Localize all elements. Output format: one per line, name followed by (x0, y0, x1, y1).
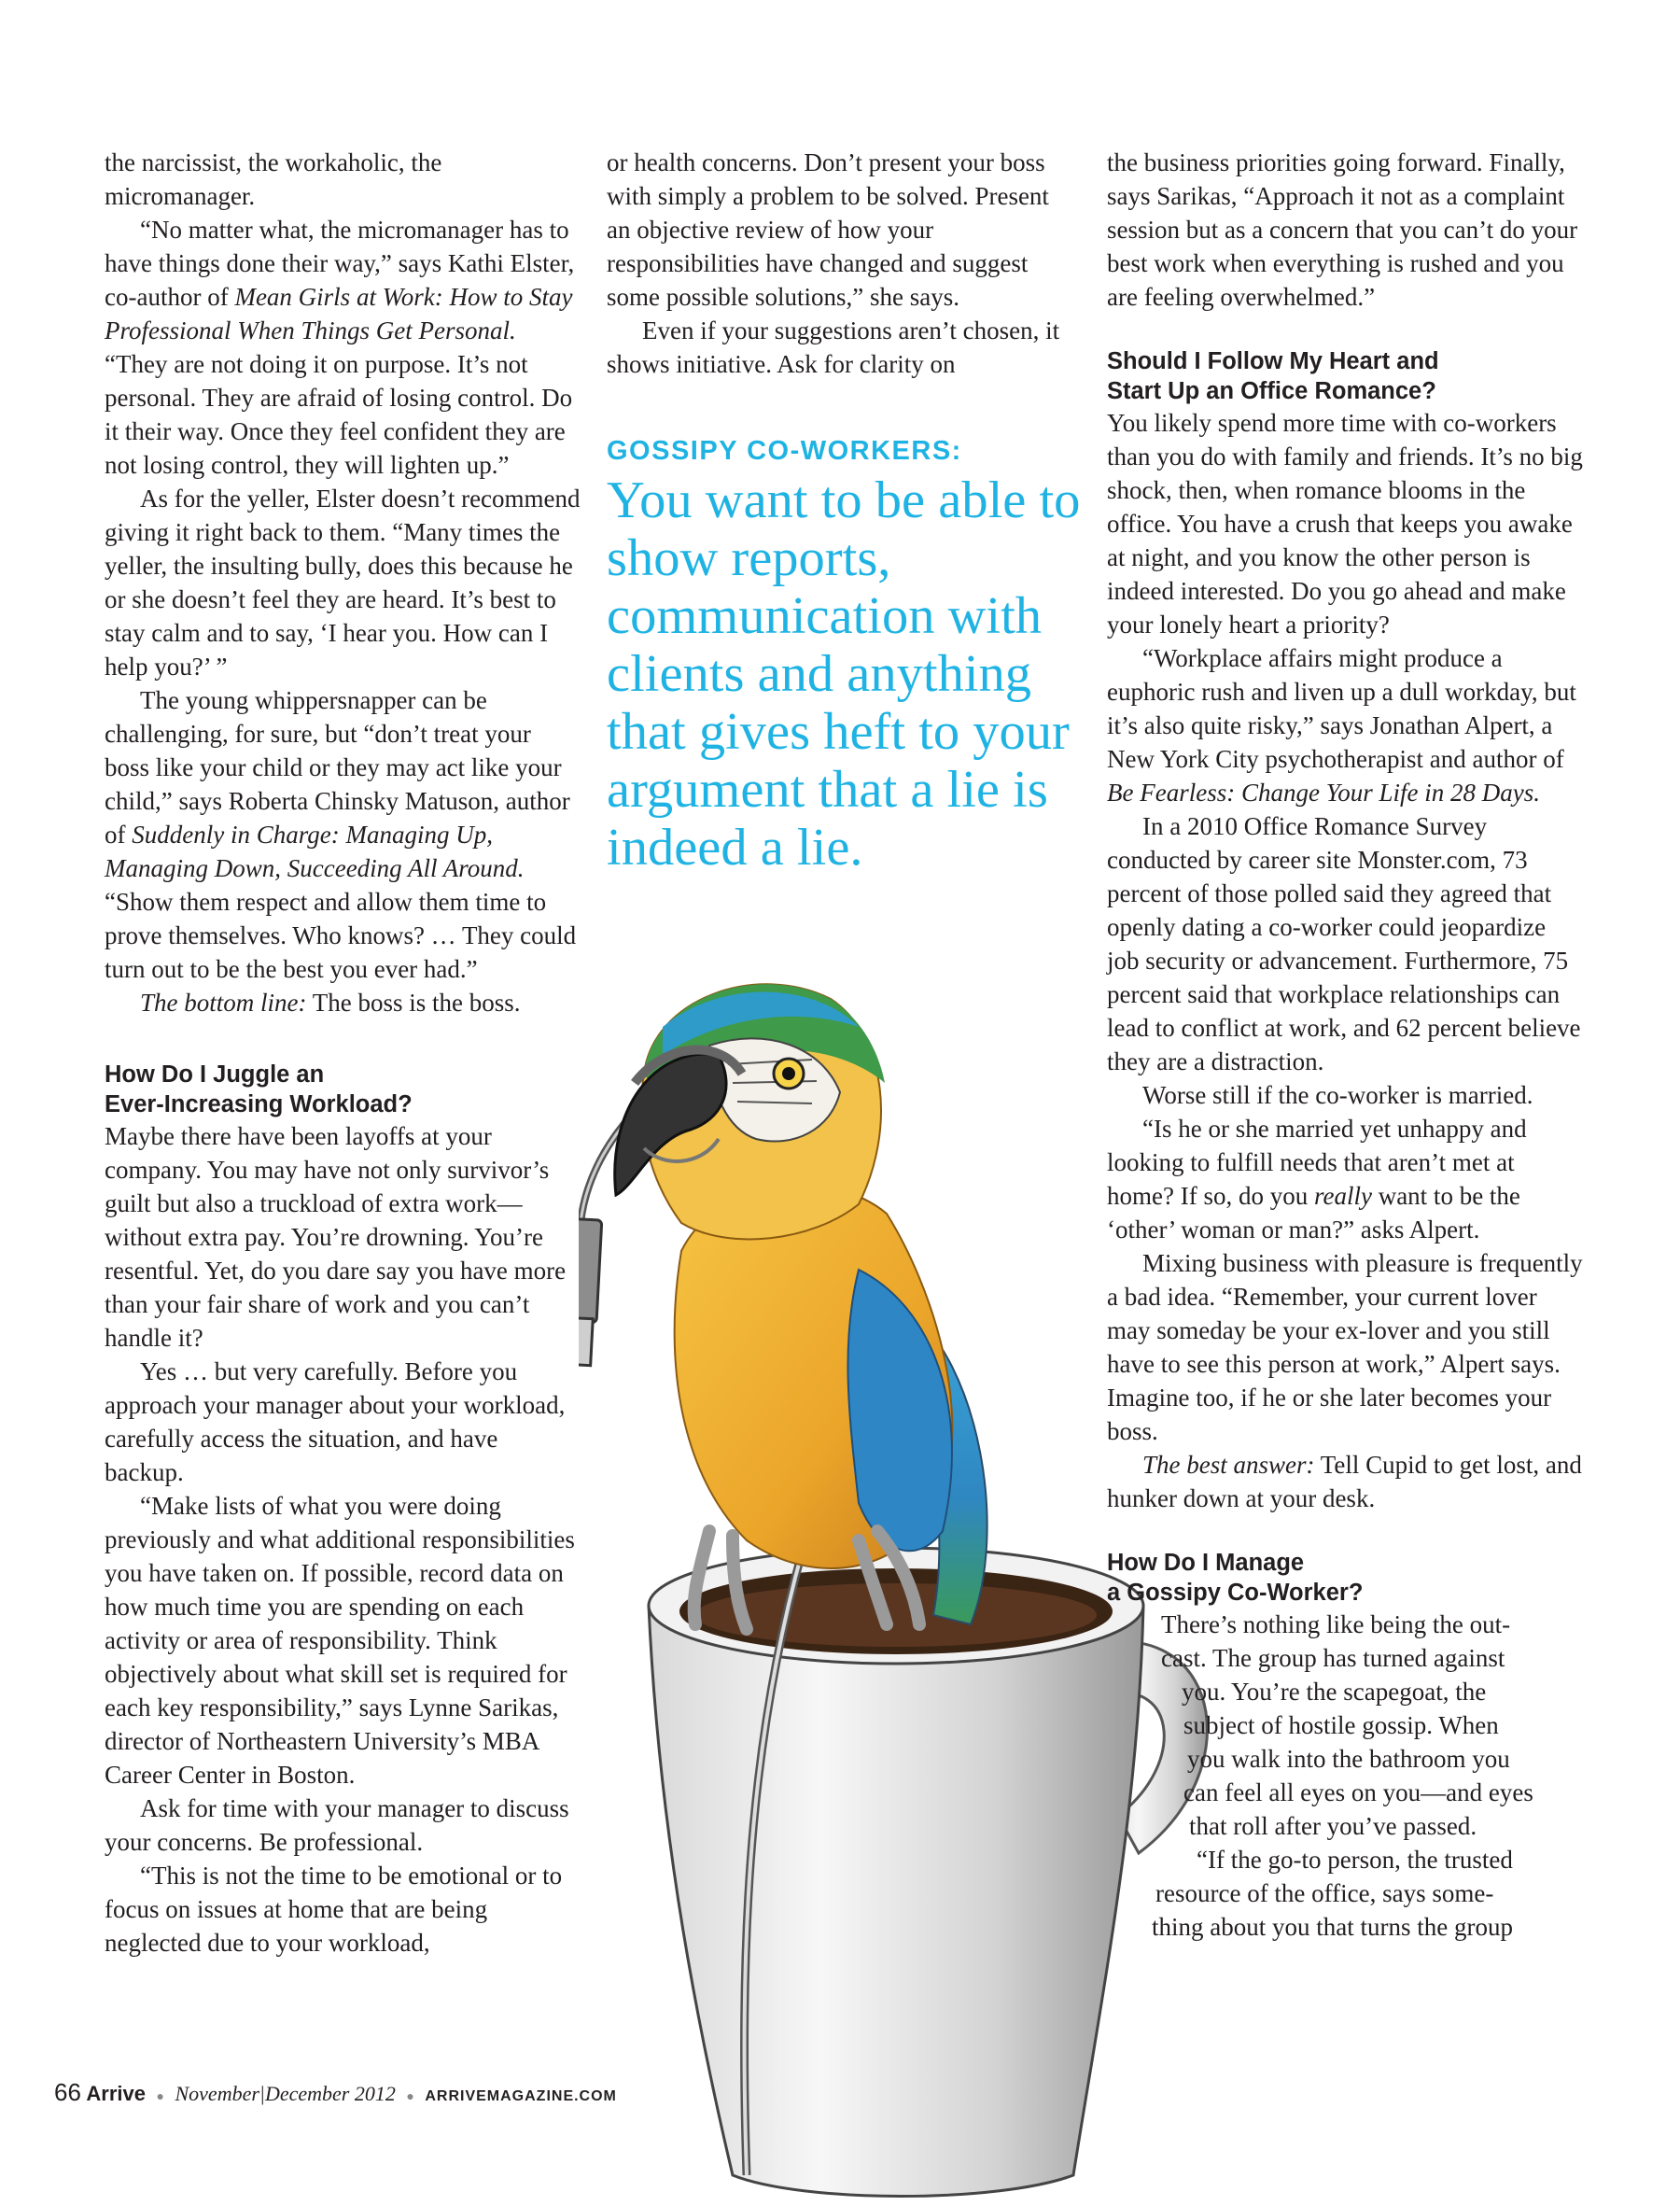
paragraph: the narcissist, the workaholic, the micromanager. (105, 148, 442, 210)
section-heading-gossip: How Do I Manage a Gossipy Co-Worker? (1107, 1550, 1364, 1606)
book-title: Be Fearless: Change Your Life in 28 Days. (1107, 779, 1540, 807)
article-column-2 (607, 146, 1073, 381)
bullet-icon: ● (156, 2090, 164, 2104)
article-column-3 (1107, 146, 1583, 1944)
page-footer (54, 2078, 617, 2112)
pull-quote-text: You want to be able to show reports, communication with clients and anything that gives heft to your argument that a lie is indeed a lie. (607, 471, 1081, 877)
section-heading-romance: Should I Follow My Heart and Start Up an Office Romance? (1107, 348, 1439, 404)
paragraph: The young whippersnapper can be challenging, for sure, but “don’t treat your boss like your child or they may act like your child,” says Roberta Chinsky Matuson, author of Suddenly in Charge: Managing Up, Managing Down, Succeeding All Around. “Show them respect and allow them time to prove themselves. Who knows? … They could turn out to be the best you ever had.” (105, 686, 577, 983)
text-line: can feel all eyes on you—and eyes (1183, 1778, 1533, 1806)
text-line: you walk into the bathroom you (1187, 1745, 1510, 1773)
paragraph: “Is he or she married yet unhappy and looking to fulfill needs that aren’t met at home? If so, do you really want to be the ‘other’ woman or man?” asks Alpert. (1107, 1115, 1527, 1244)
text-line: thing about you that turns the group (1152, 1913, 1513, 1941)
paragraph: Even if your suggestions aren’t chosen, it shows initiative. Ask for clarity on (607, 316, 1060, 378)
paragraph: “This is not the time to be emotional or to focus on issues at home that are being neglected due to your workload, (105, 1862, 563, 1957)
paragraph: You likely spend more time with co-workers than you do with family and friends. It’s no big shock, then, when romance blooms in the office. You have a crush that keeps you awake at night, and you know the other person is indeed interested. Do you go ahead and make your lonely heart a priority? (1107, 409, 1583, 639)
paragraph: “Make lists of what you were doing previously and what additional responsibilities you have taken on. If possible, record data on how much time you are spending on each activity or area of responsibility. Think objectively about what skill set is required for each key responsibility,” says Lynne Sarikas, director of Northeastern University’s MBA Career Center in Boston. (105, 1492, 575, 1789)
gossip-text-wrap (1107, 1608, 1583, 1944)
paragraph: or health concerns. Don’t present your boss with simply a problem to be solved. Present an objective review of how your responsibilities have changed and suggest some possible solutions,” she says. (607, 148, 1049, 311)
text-line: There’s nothing like being the out- (1161, 1610, 1511, 1638)
paragraph: Mixing business with pleasure is frequently a bad idea. “Remember, your current lover may someday be your ex-lover and you still have to see this person at work,” Alpert says. Imagine too, if he or she later becomes your boss. (1107, 1249, 1583, 1445)
book-title: Suddenly in Charge: Managing Up, Managing Down, Succeeding All Around. (105, 821, 525, 882)
magazine-name: Arrive (86, 2082, 147, 2105)
pull-quote-kicker: GOSSIPY CO-WORKERS: (607, 436, 962, 466)
paragraph: Worse still if the co-worker is married. (1142, 1081, 1533, 1109)
paragraph: As for the yeller, Elster doesn’t recommend giving it right back to them. “Many times the yeller, the insulting bully, does this because he or she doesn’t feel they are heard. It’s best to stay calm and to say, ‘I hear you. How can I help you?’ ” (105, 485, 581, 681)
paragraph: “No matter what, the micromanager has to have things done their way,” says Kathi Elster, co-author of Mean Girls at Work: How to Stay Professional When Things Get Personal. “They are not doing it on purpose. It’s not personal. They are afraid of losing control. Do it their way. Once they feel confident they are not losing control, they will lighten up.” (105, 216, 575, 479)
text-line: subject of hostile gossip. When (1183, 1711, 1499, 1739)
text-line: resource of the office, says some- (1155, 1879, 1494, 1907)
section-heading-workload: How Do I Juggle an Ever-Increasing Workload? (105, 1061, 413, 1117)
best-answer: The best answer: Tell Cupid to get lost, and hunker down at your desk. (1107, 1451, 1582, 1512)
text-line: cast. The group has turned against (1161, 1644, 1505, 1672)
issue-date: November|December 2012 (175, 2082, 396, 2105)
parrot (615, 984, 987, 1629)
magazine-url: ARRIVEMAGAZINE.COM (425, 2088, 617, 2104)
bottom-line: The bottom line: The boss is the boss. (140, 989, 521, 1017)
paragraph: In a 2010 Office Romance Survey conducted by career site Monster.com, 73 percent of those polled said they agreed that openly dating a co-worker could jeopardize job security or advancement. Furthermore, 75 percent said that workplace relationships can lead to conflict at work, and 62 percent believe they are a distraction. (1107, 812, 1581, 1075)
text-line: “If the go-to person, the trusted (1197, 1846, 1513, 1874)
paragraph: the business priorities going forward. Finally, says Sarikas, “Approach it not as a complaint session but as a concern that you can’t do your best work when everything is rushed and you are feeling overwhelmed.” (1107, 148, 1578, 311)
text-line: you. You’re the scapegoat, the (1182, 1678, 1487, 1706)
text-line: that roll after you’ve passed. (1189, 1812, 1477, 1840)
pull-quote (607, 434, 1092, 877)
paragraph: Yes … but very carefully. Before you approach your manager about your workload, carefully access the situation, and have backup. (105, 1357, 566, 1486)
paragraph: Maybe there have been layoffs at your company. You may have not only survivor’s guilt but also a truckload of extra work—without extra pay. You’re drowning. You’re resentful. Yet, do you dare say you have more than your fair share of work and you can’t handle it? (105, 1122, 567, 1352)
article-column-1 (105, 146, 581, 1960)
book-title: Mean Girls at Work: How to Stay Professional When Things Get Personal. (105, 283, 573, 344)
paragraph: “Workplace affairs might produce a euphoric rush and liven up a dull workday, but it’s also quite risky,” says Jonathan Alpert, a New York City psychotherapist and author of Be Fearless: Change Your Life in 28 Days. (1107, 644, 1576, 807)
paragraph: Ask for time with your manager to discuss your concerns. Be professional. (105, 1794, 569, 1856)
bullet-icon: ● (406, 2090, 414, 2104)
page-number: 66 (54, 2078, 81, 2106)
